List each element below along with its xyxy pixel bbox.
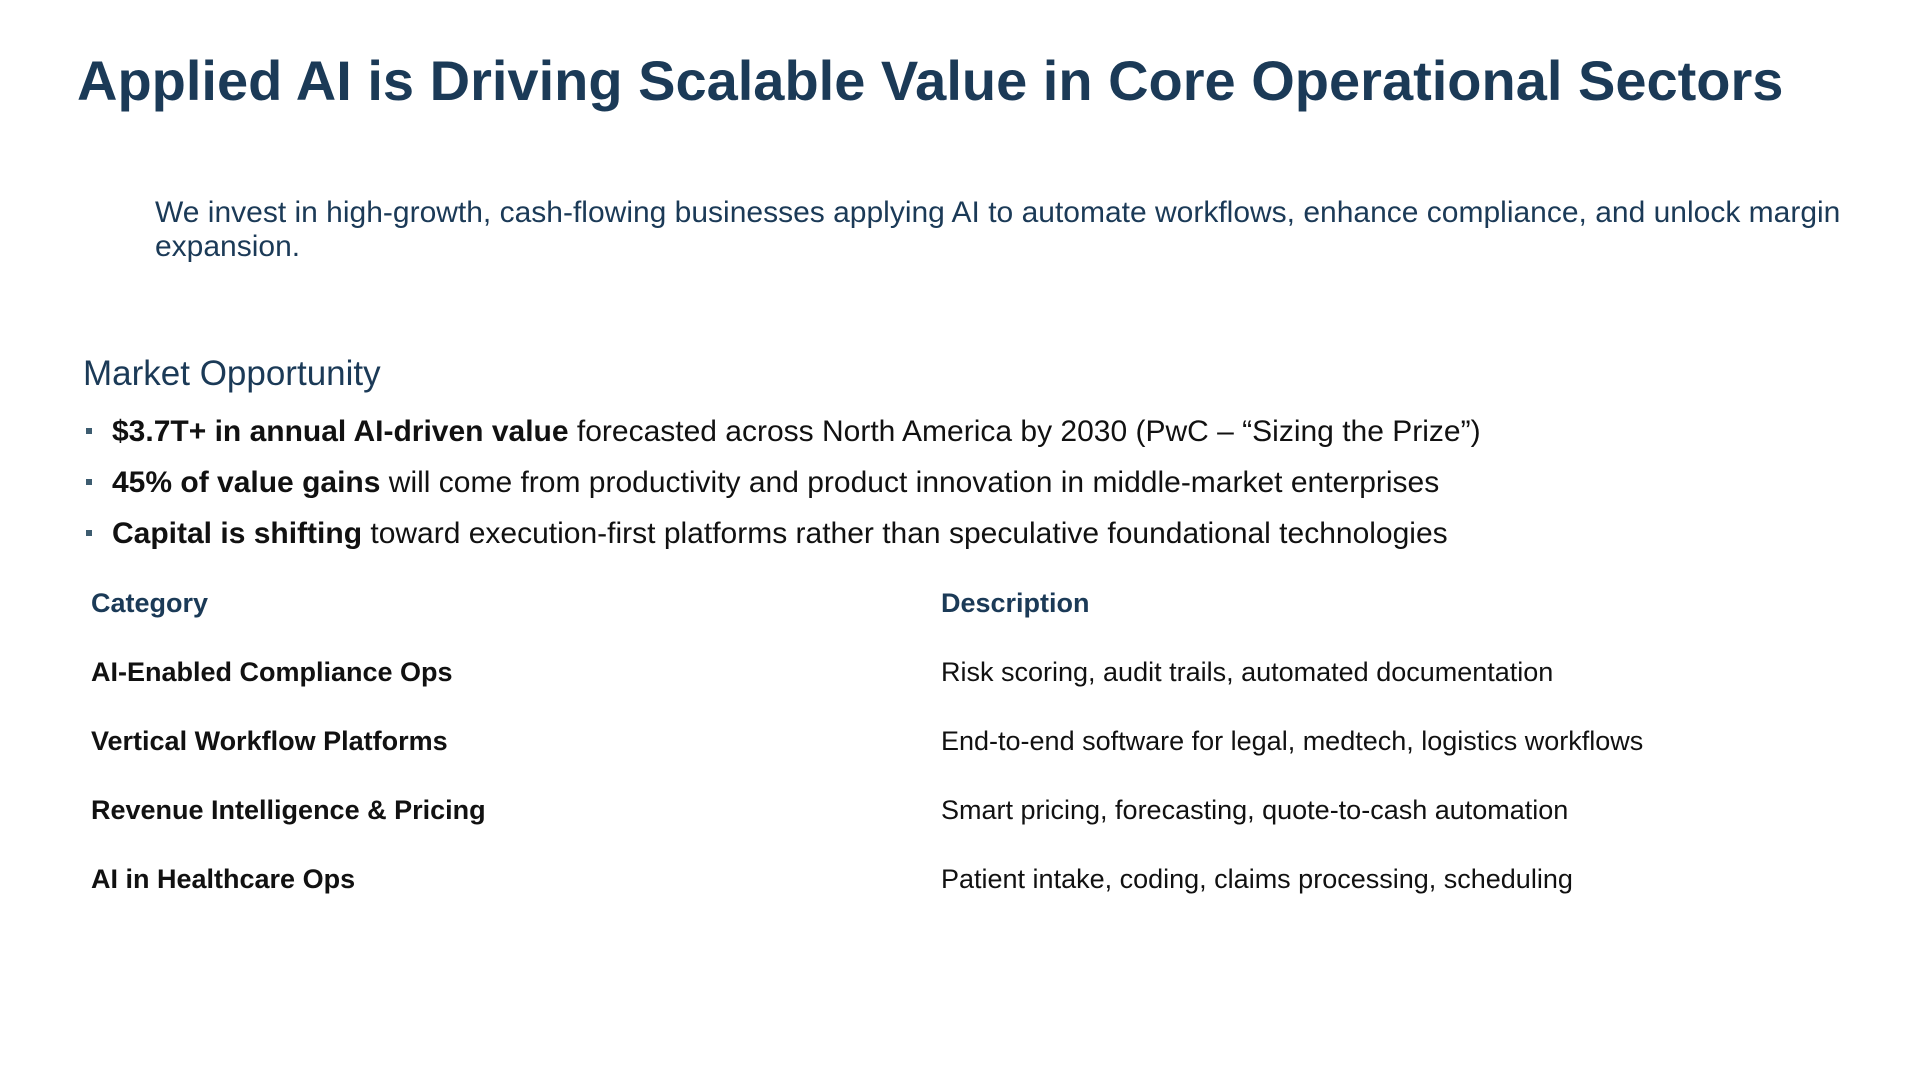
category-cell: Revenue Intelligence & Pricing [91,795,486,825]
description-cell: Patient intake, coding, claims processing, scheduling [941,864,1573,894]
bullet-highlight: 45% of value gains [112,466,381,499]
slide-title: Applied AI is Driving Scalable Value in Core Operational Sectors [77,49,1784,112]
table-header-row [91,588,1871,657]
list-item [83,457,1481,508]
bullet-text: will come from productivity and product innovation in middle-market enterprises [380,466,1440,499]
square-bullet-icon [86,479,92,485]
list-item [83,406,1481,457]
bullet-highlight: Capital is shifting [112,517,363,550]
table-row [91,795,1871,864]
bullet-text: forecasted across North America by 2030 (PwC – “Sizing the Prize”) [568,415,1481,448]
category-cell: AI-Enabled Compliance Ops [91,657,453,687]
square-bullet-icon [86,530,92,536]
description-cell: Smart pricing, forecasting, quote-to-cash automation [941,795,1569,825]
description-cell: End-to-end software for legal, medtech, logistics workflows [941,726,1644,756]
market-opportunity-heading: Market Opportunity [83,354,381,393]
table-row [91,726,1871,795]
table-row [91,657,1871,726]
description-column-header: Description [941,588,1090,618]
description-cell: Risk scoring, audit trails, automated documentation [941,657,1554,687]
bullet-text: toward execution-first platforms rather than speculative foundational technologies [362,517,1448,550]
category-column-header: Category [91,588,209,618]
list-item [83,508,1481,559]
bullet-highlight: $3.7T+ in annual AI-driven value [112,415,569,448]
category-table [91,588,1871,933]
market-opportunity-list [83,406,1481,559]
table-row [91,864,1871,933]
category-cell: Vertical Workflow Platforms [91,726,448,756]
square-bullet-icon [86,428,92,434]
category-cell: AI in Healthcare Ops [91,864,356,894]
intro-statement: We invest in high-growth, cash-flowing businesses applying AI to automate workflows, enhance compliance, and unlock margin expansion. [155,196,1841,263]
